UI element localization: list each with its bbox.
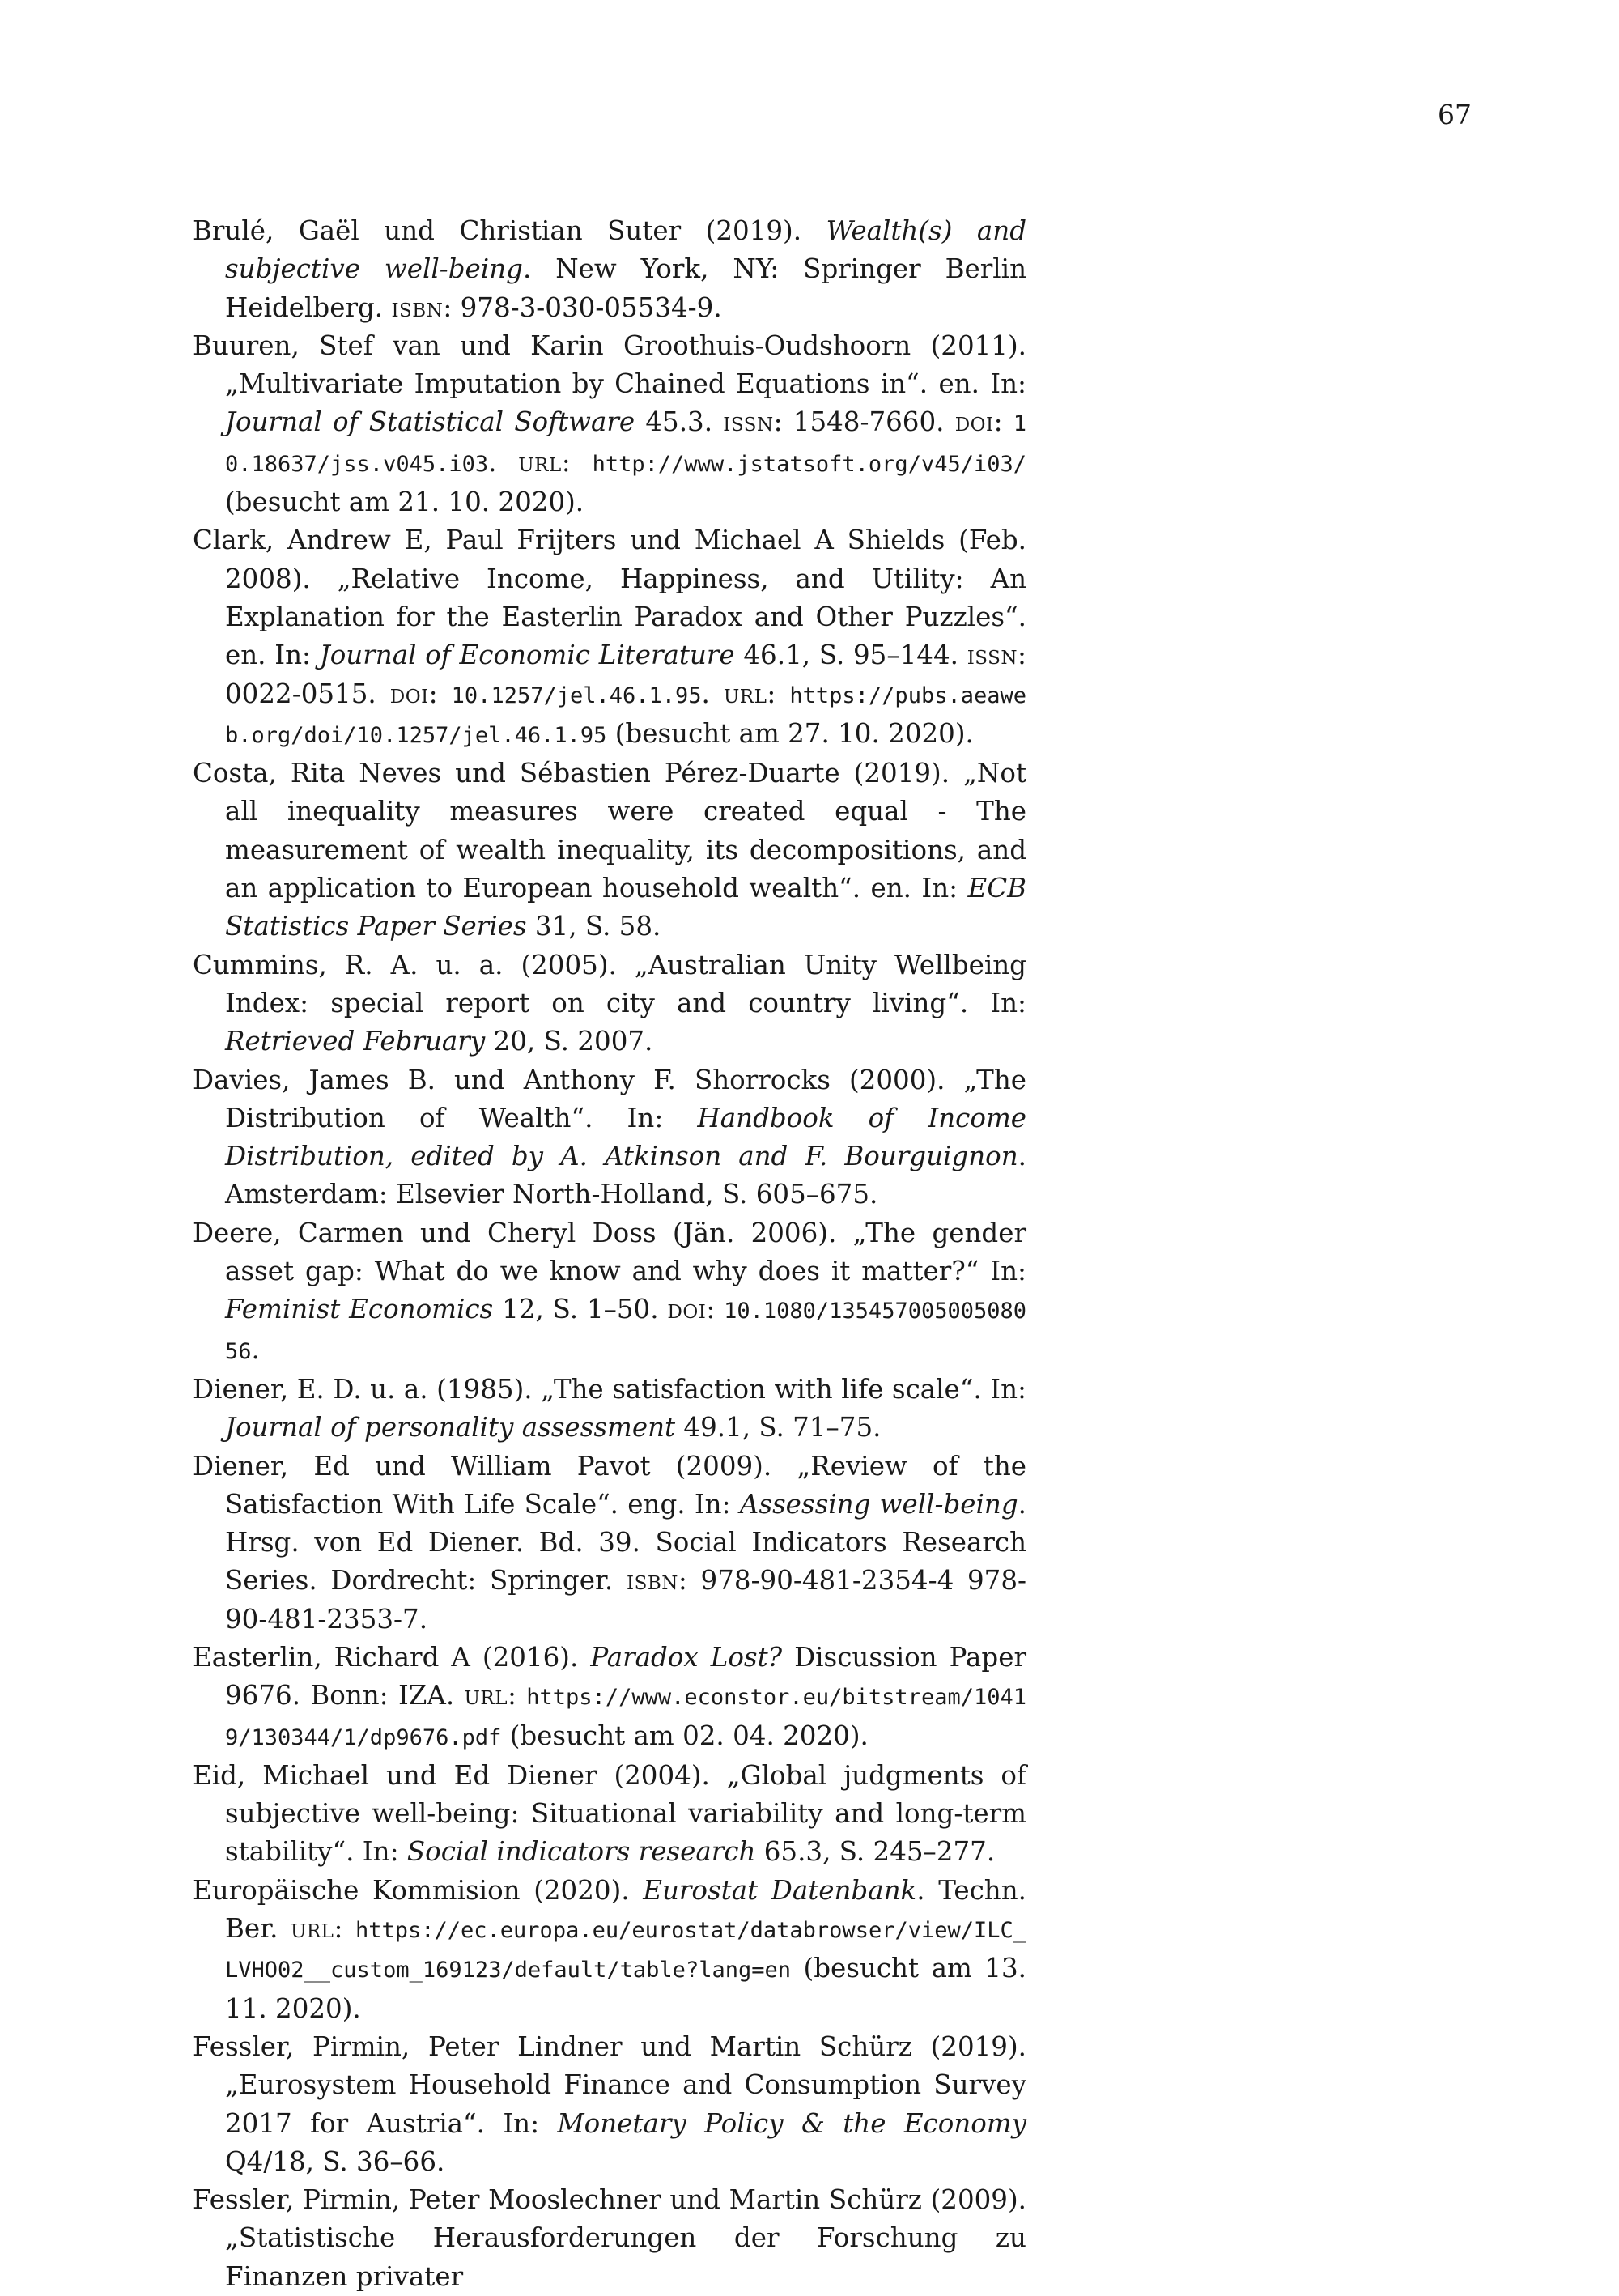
bib-entry: Fessler, Pirmin, Peter Mooslechner und Martin Schürz (2009). „Statistische Herausforderungen der Forschung zu Finanzen privater	[193, 2184, 1026, 2292]
bib-entry: Brulé, Gaël und Christian Suter (2019). Wealth(s) and subjective well-being. New York, NY: Springer Berlin Heidelberg. isbn: 978-3-030-05534-9.	[193, 215, 1027, 323]
bib-entry: Eid, Michael und Ed Diener (2004). „Global judgments of subjective well-being: Situational variability and long-term stability“. In: Social indicators research 65.3, S. 245–277.	[193, 1759, 1026, 1868]
bib-entry: Easterlin, Richard A (2016). Paradox Lost? Discussion Paper 9676. Bonn: IZA. url: https://www.econstor.eu/bitstream/10419/130344/1/dp9676.pdf (besucht am 02. 04. 2020).	[193, 1641, 1026, 1751]
doi-link[interactable]: 10.1080/13545700500508056	[225, 1299, 1026, 1364]
bib-entry: Europäische Kommision (2020). Eurostat Datenbank. Techn. Ber. url: https://ec.europa.eu/eurostat/databrowser/view/ILC_LVHO02__custom_169123/default/table?lang=en (besucht am 13. 11. 2020).	[193, 1874, 1027, 2024]
doi-link[interactable]: 10.1257/jel.46.1.95	[451, 682, 702, 708]
url-link[interactable]: https://ec.europa.eu/eurostat/databrowser/view/ILC_LVHO02__custom_169123/default/table?lang=en	[225, 1918, 1027, 1983]
url-link[interactable]: http://www.jstatsoft.org/v45/i03/	[592, 451, 1026, 477]
bib-entry: Davies, James B. und Anthony F. Shorrocks (2000). „The Distribution of Wealth“. In: Handbook of Income Distribution, edited by A. Atkinson and F. Bourguignon. Amsterdam: Elsevier North-Holland, S. 605–675.	[193, 1064, 1026, 1210]
bib-entry: Costa, Rita Neves und Sébastien Pérez-Duarte (2019). „Not all inequality measures were created equal - The measurement of wealth inequality, its decompositions, and an application to European household wealth“. en. In: ECB Statistics Paper Series 31, S. 58.	[193, 758, 1026, 942]
bib-entry: Diener, E. D. u. a. (1985). „The satisfaction with life scale“. In: Journal of personality assessment 49.1, S. 71–75.	[193, 1373, 1026, 1444]
bib-entry: Deere, Carmen und Cheryl Doss (Jän. 2006). „The gender asset gap: What do we know and why does it matter?“ In: Feminist Economics 12, S. 1–50. doi: 10.1080/13545700500508056.	[193, 1217, 1026, 1365]
bib-entry: Buuren, Stef van und Karin Groothuis-Oudshoorn (2011). „Multivariate Imputation by Chained Equations in“. en. In: Journal of Statistical Software 45.3. issn: 1548-7660. doi: 10.18637/jss.v045.i03. url: http://www.jstatsoft.org/v45/i03/ (besucht am 21. 10. 2020).	[193, 330, 1027, 518]
url-link[interactable]: https://www.econstor.eu/bitstream/10419/130344/1/dp9676.pdf	[225, 1685, 1026, 1750]
doi-link[interactable]: 10.18637/jss.v045.i03	[225, 411, 1027, 477]
url-link[interactable]: https://pubs.aeaweb.org/doi/10.1257/jel.46.1.95	[225, 682, 1026, 748]
bib-entry: Cummins, R. A. u. a. (2005). „Australian Unity Wellbeing Index: special report on city and country living“. In: Retrieved February 20, S. 2007.	[193, 949, 1026, 1057]
page-number: 67	[1438, 99, 1472, 130]
bib-entry: Diener, Ed und William Pavot (2009). „Review of the Satisfaction With Life Scale“. eng. In: Assessing well-being. Hrsg. von Ed Diener. Bd. 39. Social Indicators Research Series. Dordrecht: Springer. isbn: 978-90-481-2354-4 978-90-481-2353-7.	[193, 1450, 1026, 1635]
bib-entry: Clark, Andrew E, Paul Frijters und Michael A Shields (Feb. 2008). „Relative Income, Happiness, and Utility: An Explanation for the Easterlin Paradox and Other Puzzles“. en. In: Journal of Economic Literature 46.1, S. 95–144. issn: 0022-0515. doi: 10.1257/jel.46.1.95. url: https://pubs.aeaweb.org/doi/10.1257/jel.46.1.95 (besucht am 27. 10. 2020).	[193, 525, 1026, 749]
bib-entry: Fessler, Pirmin, Peter Lindner und Martin Schürz (2019). „Eurosystem Household Finance and Consumption Survey 2017 for Austria“. In: Monetary Policy & the Economy Q4/18, S. 36–66.	[193, 2030, 1026, 2177]
bibliography-list	[193, 212, 1026, 2296]
